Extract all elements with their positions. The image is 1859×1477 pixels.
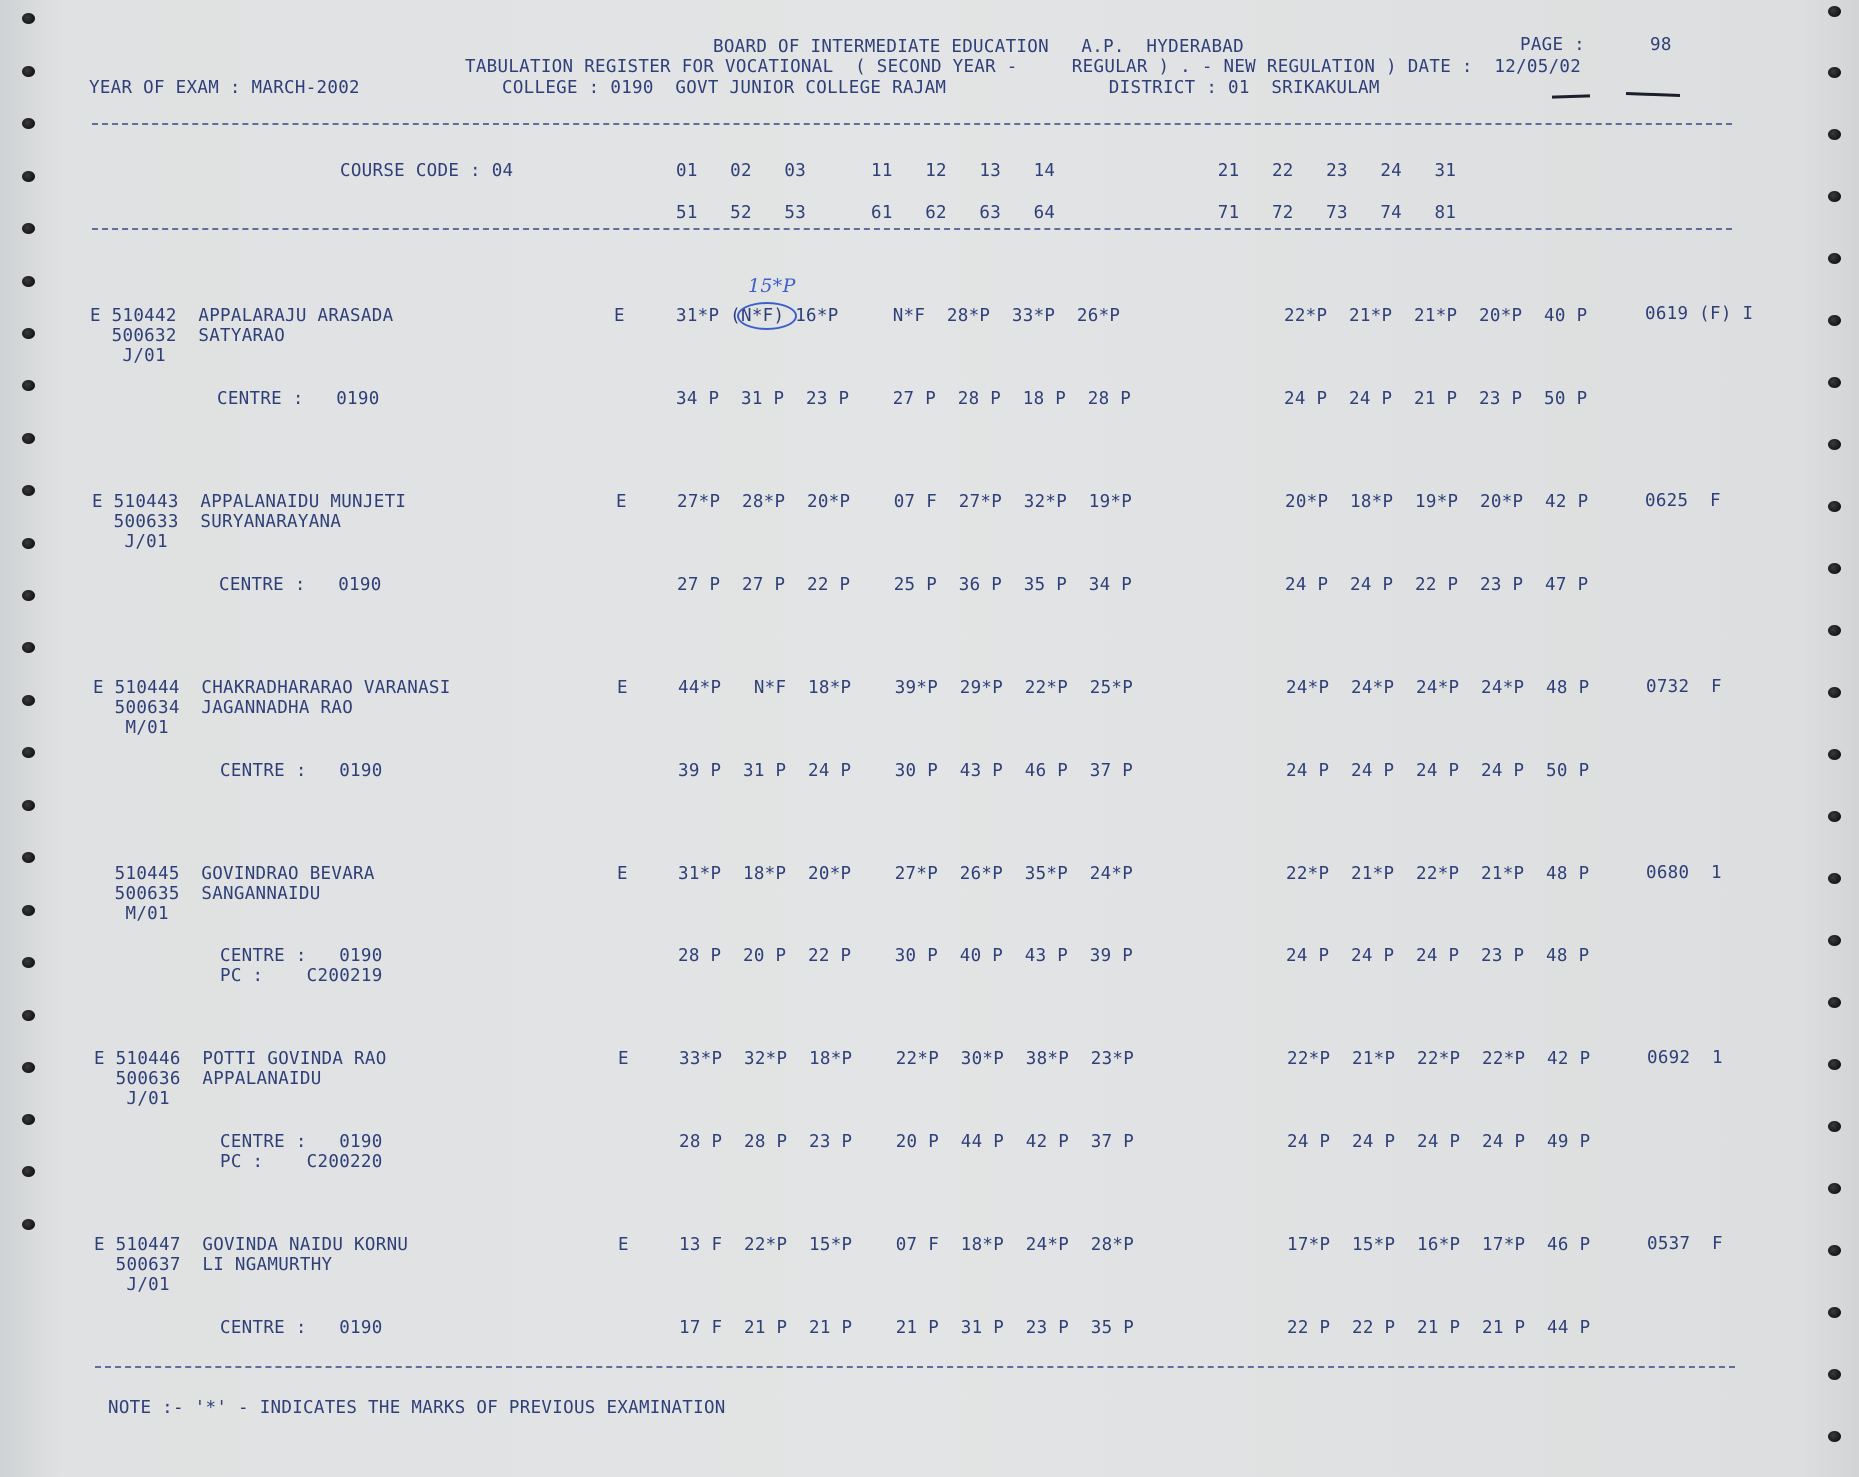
record-centre: CENTRE : 0190 (219, 575, 382, 595)
record-prev-marks-part2: 24 P 24 P 24 P 24 P 49 P (1287, 1132, 1591, 1152)
record-prev-marks-part1: 17 F 21 P 21 P 21 P 31 P 23 P 35 P (679, 1318, 1135, 1338)
feed-hole (22, 13, 35, 24)
record-marks-part2: 24*P 24*P 24*P 24*P 48 P (1286, 678, 1590, 698)
handwritten-circle (737, 302, 797, 330)
record-marks-part2: 17*P 15*P 16*P 17*P 46 P (1287, 1235, 1591, 1255)
feed-hole (1828, 625, 1841, 636)
feed-hole (22, 1166, 35, 1177)
feed-hole (22, 590, 35, 601)
feed-hole (1828, 811, 1841, 822)
record-prev-marks-part1: 28 P 28 P 23 P 20 P 44 P 42 P 37 P (679, 1132, 1135, 1152)
feed-hole (22, 747, 35, 758)
dashed-rule (92, 123, 1732, 125)
record-group: M/01 (93, 904, 169, 924)
record-centre: CENTRE : 0190 (220, 946, 383, 966)
record-group: M/01 (93, 718, 169, 738)
record-marks-part1: 27*P 28*P 20*P 07 F 27*P 32*P 19*P (677, 492, 1133, 512)
register-title: TABULATION REGISTER FOR VOCATIONAL ( SECOND YEAR - REGULAR ) . - NEW REGULATION ) DATE : 12/05/02 (465, 57, 1582, 77)
record-medium: E (616, 492, 627, 512)
record-result: 0619 (F) I (1645, 304, 1754, 324)
record-marks-part2: 20*P 18*P 19*P 20*P 42 P (1285, 492, 1589, 512)
feed-hole (22, 433, 35, 444)
feed-hole (22, 171, 35, 182)
record-father-name: 500633 SURYANARAYANA (92, 512, 342, 532)
feed-hole (1828, 1369, 1841, 1380)
record-father-name: 500632 SATYARAO (90, 326, 286, 346)
feed-hole (22, 1219, 35, 1230)
board-title: BOARD OF INTERMEDIATE EDUCATION A.P. HYDERABAD (713, 37, 1244, 57)
feed-hole (22, 957, 35, 968)
feed-hole (22, 1062, 35, 1073)
dashed-rule (92, 228, 1732, 230)
record-marks-part2: 22*P 21*P 21*P 20*P 40 P (1284, 306, 1588, 326)
record-father-name: 500637 LI NGAMURTHY (94, 1255, 333, 1275)
feed-hole (1828, 501, 1841, 512)
record-group: J/01 (92, 532, 168, 552)
record-header: E 510446 POTTI GOVINDA RAO (94, 1049, 387, 1069)
feed-hole (22, 905, 35, 916)
feed-hole (22, 1010, 35, 1021)
feed-hole (22, 118, 35, 129)
record-header: E 510447 GOVINDA NAIDU KORNU (94, 1235, 409, 1255)
subject-codes-bottom: 51 52 53 61 62 63 64 71 72 73 74 81 (676, 203, 1457, 223)
record-centre: CENTRE : 0190 (220, 761, 383, 781)
record-header: E 510442 APPALARAJU ARASADA (90, 306, 394, 326)
record-medium: E (614, 306, 625, 326)
record-prev-marks-part1: 28 P 20 P 22 P 30 P 40 P 43 P 39 P (678, 946, 1134, 966)
record-header: 510445 GOVINDRAO BEVARA (93, 864, 375, 884)
record-group: J/01 (90, 346, 166, 366)
feed-hole (1828, 377, 1841, 388)
feed-hole (1828, 253, 1841, 264)
feed-hole (22, 642, 35, 653)
feed-hole (1828, 1245, 1841, 1256)
footer-note: NOTE :- '*' - INDICATES THE MARKS OF PREVIOUS EXAMINATION (108, 1398, 726, 1418)
feed-hole (22, 852, 35, 863)
record-result: 0732 F (1646, 677, 1722, 697)
college-district: COLLEGE : 0190 GOVT JUNIOR COLLEGE RAJAM DISTRICT : 01 SRIKAKULAM (502, 78, 1380, 98)
feed-hole (22, 695, 35, 706)
record-prev-marks-part1: 27 P 27 P 22 P 25 P 36 P 35 P 34 P (677, 575, 1133, 595)
record-group: J/01 (94, 1275, 170, 1295)
record-medium: E (618, 1049, 629, 1069)
record-result: 0680 1 (1646, 863, 1722, 883)
subject-codes-top: 01 02 03 11 12 13 14 21 22 23 24 31 (676, 161, 1457, 181)
record-pc: PC : C200220 (220, 1152, 383, 1172)
record-centre: CENTRE : 0190 (217, 389, 380, 409)
record-medium: E (617, 678, 628, 698)
feed-hole (22, 800, 35, 811)
record-prev-marks-part2: 22 P 22 P 21 P 21 P 44 P (1287, 1318, 1591, 1338)
record-prev-marks-part2: 24 P 24 P 24 P 24 P 50 P (1286, 761, 1590, 781)
record-medium: E (618, 1235, 629, 1255)
feed-hole (22, 1114, 35, 1125)
feed-hole (1828, 935, 1841, 946)
record-result: 0537 F (1647, 1234, 1723, 1254)
handwritten-note: 15*P (748, 275, 796, 297)
feed-hole (1828, 1307, 1841, 1318)
feed-hole (22, 66, 35, 77)
record-prev-marks-part2: 24 P 24 P 24 P 23 P 48 P (1286, 946, 1590, 966)
record-marks-part1: 31*P 18*P 20*P 27*P 26*P 35*P 24*P (678, 864, 1134, 884)
feed-hole (1828, 67, 1841, 78)
year-of-exam: YEAR OF EXAM : MARCH-2002 (89, 78, 360, 98)
record-header: E 510444 CHAKRADHARARAO VARANASI (93, 678, 451, 698)
course-code: COURSE CODE : 04 (340, 161, 514, 181)
record-centre: CENTRE : 0190 (220, 1318, 383, 1338)
record-father-name: 500634 JAGANNADHA RAO (93, 698, 354, 718)
record-prev-marks-part2: 24 P 24 P 21 P 23 P 50 P (1284, 389, 1588, 409)
record-father-name: 500635 SANGANNAIDU (93, 884, 321, 904)
record-centre: CENTRE : 0190 (220, 1132, 383, 1152)
record-header: E 510443 APPALANAIDU MUNJETI (92, 492, 407, 512)
pen-stroke (1626, 92, 1680, 97)
feed-hole (1828, 191, 1841, 202)
feed-hole (1828, 687, 1841, 698)
feed-hole (1828, 873, 1841, 884)
feed-hole (1828, 1121, 1841, 1132)
feed-hole (1828, 749, 1841, 760)
feed-hole (22, 538, 35, 549)
feed-hole (22, 328, 35, 339)
pen-stroke (1552, 94, 1590, 98)
feed-hole (1828, 439, 1841, 450)
record-marks-part1: 31*P (N*F) 16*P N*F 28*P 33*P 26*P (676, 306, 1121, 326)
record-pc: PC : C200219 (220, 966, 383, 986)
record-marks-part2: 22*P 21*P 22*P 22*P 42 P (1287, 1049, 1591, 1069)
feed-hole (22, 380, 35, 391)
feed-hole (1828, 563, 1841, 574)
record-prev-marks-part1: 34 P 31 P 23 P 27 P 28 P 18 P 28 P (676, 389, 1132, 409)
record-prev-marks-part2: 24 P 24 P 22 P 23 P 47 P (1285, 575, 1589, 595)
record-marks-part1: 44*P N*F 18*P 39*P 29*P 22*P 25*P (678, 678, 1134, 698)
feed-hole (22, 276, 35, 287)
feed-hole (22, 485, 35, 496)
record-father-name: 500636 APPALANAIDU (94, 1069, 322, 1089)
page-number: PAGE : 98 (1520, 35, 1672, 55)
feed-hole (1828, 129, 1841, 140)
record-result: 0625 F (1645, 491, 1721, 511)
record-marks-part1: 33*P 32*P 18*P 22*P 30*P 38*P 23*P (679, 1049, 1135, 1069)
feed-hole (1828, 6, 1841, 17)
record-marks-part1: 13 F 22*P 15*P 07 F 18*P 24*P 28*P (679, 1235, 1135, 1255)
feed-hole (1828, 1183, 1841, 1194)
record-marks-part2: 22*P 21*P 22*P 21*P 48 P (1286, 864, 1590, 884)
record-result: 0692 1 (1647, 1048, 1723, 1068)
feed-hole (1828, 315, 1841, 326)
feed-hole (1828, 997, 1841, 1008)
record-group: J/01 (94, 1089, 170, 1109)
record-medium: E (617, 864, 628, 884)
record-prev-marks-part1: 39 P 31 P 24 P 30 P 43 P 46 P 37 P (678, 761, 1134, 781)
feed-hole (1828, 1431, 1841, 1442)
feed-hole (22, 223, 35, 234)
dashed-rule (95, 1366, 1735, 1368)
feed-hole (1828, 1059, 1841, 1070)
